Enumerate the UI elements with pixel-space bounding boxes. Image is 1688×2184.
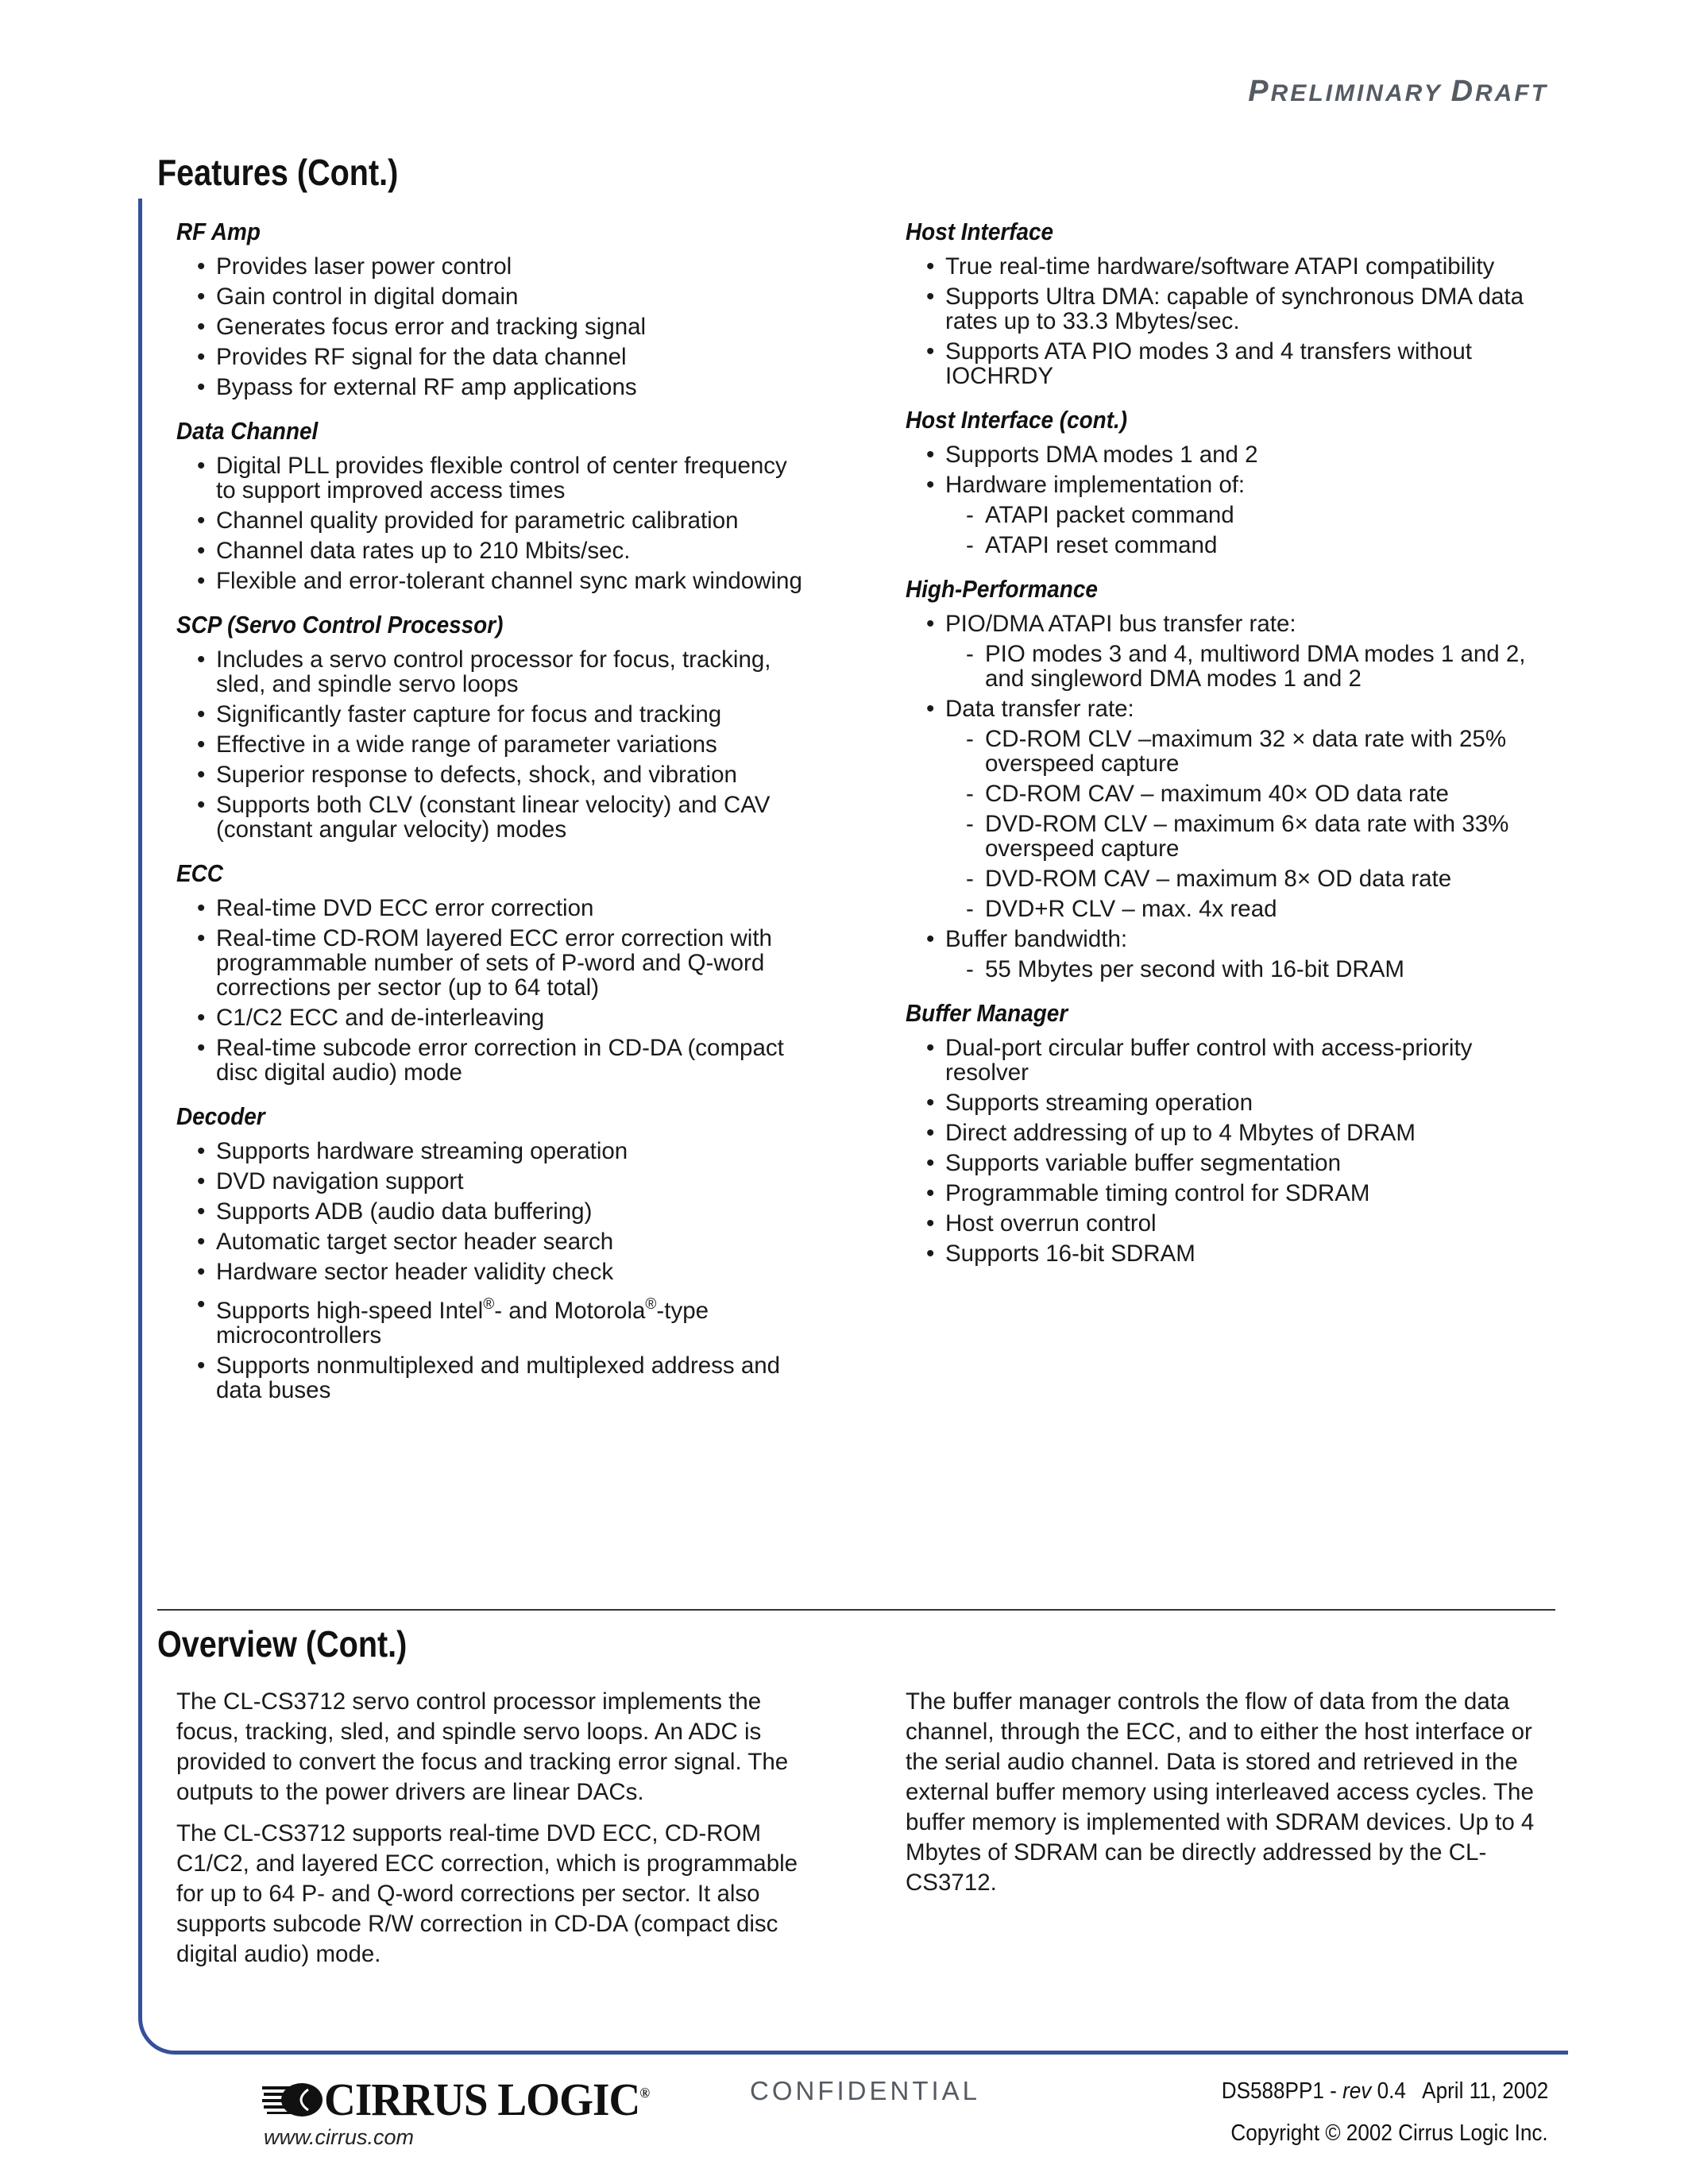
section-data-channel: [176, 417, 812, 593]
list-item: • Includes a servo control processor for focus, tracking, sled, and spindle servo loops: [197, 646, 771, 697]
list-item: • Supports ADB (audio data buffering): [197, 1198, 593, 1225]
section-heading: Decoder: [176, 1102, 265, 1130]
section-host-interface: [906, 218, 1541, 388]
section-heading: High-Performance: [906, 575, 1098, 603]
overview-title: Overview (Cont.): [157, 1623, 408, 1665]
list-item: • Provides laser power control: [197, 253, 512, 280]
list-item: • Effective in a wide range of parameter variations: [197, 731, 717, 758]
section-host-interface-cont: [906, 406, 1541, 558]
sub-list-item: - ATAPI reset command: [966, 532, 1218, 558]
logo-wordmark: CIRRUS LOGIC®: [324, 2074, 650, 2125]
list-item: • Supports Ultra DMA: capable of synchronous DMA data rates up to 33.3 Mbytes/sec.: [926, 284, 1524, 334]
list-item: • Gain control in digital domain: [197, 284, 519, 310]
list-item: • Buffer bandwidth:: [926, 926, 1128, 952]
confidential-label: CONFIDENTIAL: [750, 2076, 981, 2105]
sub-list-item: - DVD+R CLV – max. 4x read: [966, 896, 1277, 922]
list-item: • Significantly faster capture for focus and tracking: [197, 701, 722, 727]
list-item: • Supports DMA modes 1 and 2: [926, 442, 1258, 468]
section-heading: ECC: [176, 859, 223, 887]
list-item: • Supports ATA PIO modes 3 and 4 transfers without IOCHRDY: [926, 338, 1473, 389]
list-item: • Direct addressing of up to 4 Mbytes of DRAM: [926, 1120, 1416, 1146]
features-left-column: [176, 218, 812, 1420]
section-divider: [157, 1609, 1555, 1611]
sub-list-item: - CD-ROM CAV – maximum 40× OD data rate: [966, 781, 1449, 807]
sub-list-item: - DVD-ROM CLV – maximum 6× data rate with 33% overspeed capture: [966, 811, 1509, 862]
website-url[interactable]: www.cirrus.com: [264, 2125, 415, 2149]
section-ecc: [176, 859, 812, 1085]
list-item: • DVD navigation support: [197, 1168, 464, 1194]
paragraph: The CL-CS3712 servo control processor implements the focus, tracking, sled, and spindle servo loops. An ADC is provided to convert the focus and tracking error signal. The outputs to the power drivers are linear DACs.: [176, 1688, 789, 1805]
paragraph: The CL-CS3712 supports real-time DVD ECC, CD-ROM C1/C2, and layered ECC correction, which is programmable for up to 64 P- and Q-word corrections per sector. It also supports subcode R/W correction in CD-DA (compact disc digital audio) mode.: [176, 1820, 798, 1967]
section-heading: RF Amp: [176, 218, 261, 245]
list-item: • Supports hardware streaming operation: [197, 1138, 628, 1164]
section-buffer-manager: [906, 999, 1541, 1266]
list-item: • Supports variable buffer segmentation: [926, 1150, 1341, 1176]
list-item: • Supports streaming operation: [926, 1090, 1253, 1116]
document-number: DS588PP1 - rev 0.4 April 11, 2002: [1221, 2078, 1548, 2104]
list-item: • PIO/DMA ATAPI bus transfer rate:: [926, 611, 1296, 637]
preliminary-draft-label: PRELIMINARY DRAFT: [1248, 75, 1548, 108]
copyright-notice: Copyright © 2002 Cirrus Logic Inc.: [1230, 2120, 1548, 2146]
list-item: • Host overrun control: [926, 1210, 1157, 1237]
section-heading: Buffer Manager: [906, 999, 1068, 1027]
section-heading: Host Interface (cont.): [906, 406, 1128, 434]
paragraph: The buffer manager controls the flow of data from the data channel, through the ECC, and to either the host interface or the serial audio channel. Data is stored and retrieved in the external buffer memory using interleaved access cycles. The buffer memory is implemented with SDRAM devices. Up to 4 Mbytes of SDRAM can be directly addressed by the CL-CS3712.: [906, 1688, 1535, 1896]
section-decoder: [176, 1102, 812, 1403]
list-item: • Supports nonmultiplexed and multiplexed address and data buses: [197, 1352, 781, 1403]
list-item: • Flexible and error-tolerant channel sync mark windowing: [197, 568, 802, 594]
list-item: • Hardware implementation of:: [926, 472, 1246, 498]
list-item: • Bypass for external RF amp applications: [197, 374, 637, 400]
list-item: • Supports 16-bit SDRAM: [926, 1241, 1196, 1267]
section-rf-amp: [176, 218, 812, 399]
list-item: • Real-time DVD ECC error correction: [197, 895, 594, 921]
list-item: • Programmable timing control for SDRAM: [926, 1180, 1370, 1206]
list-item: • Dual-port circular buffer control with access-priority resolver: [926, 1035, 1473, 1086]
sub-list-item: - CD-ROM CLV –maximum 32 × data rate with 25% overspeed capture: [966, 726, 1507, 777]
list-item: • Real-time CD-ROM layered ECC error correction with programmable number of sets of P-word and Q-word corrections per sector (up to 64 total): [197, 925, 772, 1001]
list-item: • Supports high-speed Intel®- and Motorola®-type microcontrollers: [197, 1291, 709, 1349]
list-item: • Channel quality provided for parametric calibration: [197, 507, 739, 534]
section-high-performance: [906, 575, 1541, 982]
section-heading: Data Channel: [176, 417, 319, 445]
list-item: • Superior response to defects, shock, and vibration: [197, 762, 737, 788]
list-item: • Digital PLL provides flexible control of center frequency to support improved access times: [197, 453, 787, 504]
list-item: • Real-time subcode error correction in CD-DA (compact disc digital audio) mode: [197, 1035, 784, 1086]
section-heading: Host Interface: [906, 218, 1054, 245]
list-item: • Provides RF signal for the data channel: [197, 344, 627, 370]
features-title: Features (Cont.): [157, 152, 399, 193]
list-item: • Automatic target sector header search: [197, 1229, 614, 1255]
list-item: • True real-time hardware/software ATAPI compatibility: [926, 253, 1495, 280]
cirrus-swirl-icon: [262, 2082, 324, 2118]
sub-list-item: - PIO modes 3 and 4, multiword DMA modes 1 and 2, and singleword DMA modes 1 and 2: [966, 641, 1526, 692]
list-item: • Data transfer rate:: [926, 696, 1134, 722]
overview-right-column: [906, 1687, 1545, 1909]
list-item: • Channel data rates up to 210 Mbits/sec.: [197, 538, 631, 564]
list-item: • Hardware sector header validity check: [197, 1259, 614, 1285]
list-item: • Supports both CLV (constant linear velocity) and CAV (constant angular velocity) modes: [197, 792, 771, 843]
section-heading: SCP (Servo Control Processor): [176, 611, 504, 639]
cirrus-logic-logo: [262, 2073, 666, 2126]
sub-list-item: - DVD-ROM CAV – maximum 8× OD data rate: [966, 866, 1452, 892]
features-right-column: [906, 218, 1541, 1283]
overview-left-column: [176, 1687, 816, 1981]
list-item: • C1/C2 ECC and de-interleaving: [197, 1005, 545, 1031]
sub-list-item: - 55 Mbytes per second with 16-bit DRAM: [966, 956, 1404, 982]
sub-list-item: - ATAPI packet command: [966, 502, 1234, 528]
list-item: • Generates focus error and tracking signal: [197, 314, 647, 340]
section-scp: [176, 611, 812, 842]
